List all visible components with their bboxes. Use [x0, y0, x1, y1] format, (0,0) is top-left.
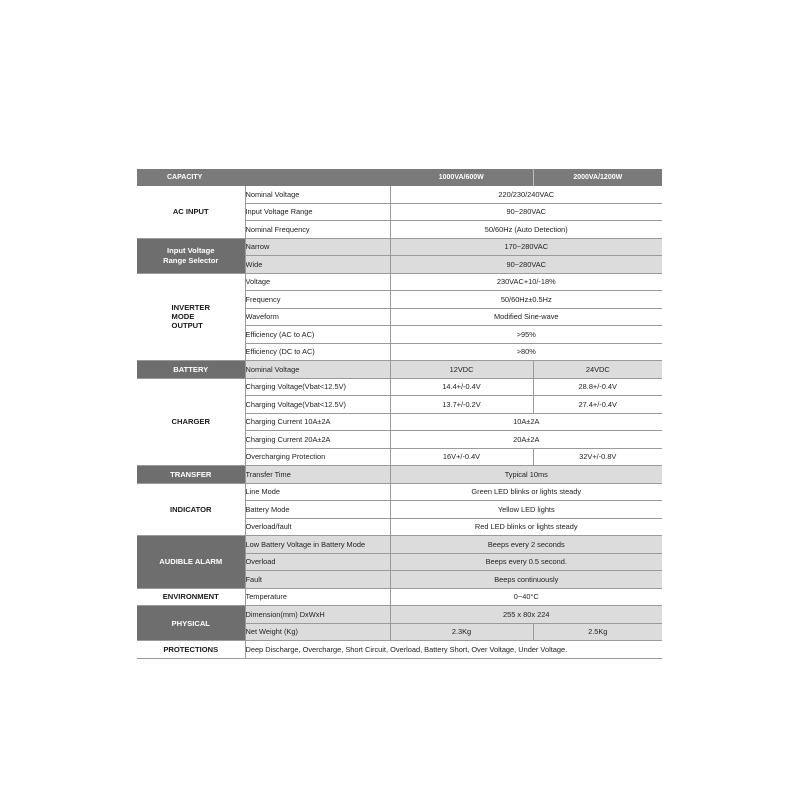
value-cell-a: 2.3Kg	[390, 623, 533, 641]
model-b-header: 2000VA/1200W	[533, 169, 662, 186]
table-row	[137, 536, 662, 554]
param-cell: Transfer Time	[245, 466, 390, 484]
param-cell: Waveform	[245, 308, 390, 326]
capacity-header: CAPACITY	[137, 169, 390, 186]
value-cell: Beeps every 2 seconds	[390, 536, 662, 554]
param-cell: Charging Voltage(Vbat<12.5V)	[245, 378, 390, 396]
spec-table	[137, 169, 662, 659]
value-cell: 50/60Hz±0.5Hz	[390, 291, 662, 309]
section-battery: BATTERY	[137, 361, 245, 379]
param-cell: Charging Voltage(Vbat<12.5V)	[245, 396, 390, 414]
table-row	[137, 361, 662, 379]
param-cell: Battery Mode	[245, 501, 390, 519]
value-cell: 0~40°C	[390, 588, 662, 606]
value-cell: 255 x 80x 224	[390, 606, 662, 624]
param-cell: Net Weight (Kg)	[245, 623, 390, 641]
param-cell: Line Mode	[245, 483, 390, 501]
value-cell-a: 13.7+/-0.2V	[390, 396, 533, 414]
section-audible-alarm: AUDIBLE ALARM	[137, 536, 245, 589]
value-cell: Modified Sine-wave	[390, 308, 662, 326]
value-cell-a: 16V+/-0.4V	[390, 448, 533, 466]
param-cell: Voltage	[245, 273, 390, 291]
table-header-row	[137, 169, 662, 186]
table-row	[137, 466, 662, 484]
param-cell: Efficiency (AC to AC)	[245, 326, 390, 344]
value-cell-b: 28.8+/-0.4V	[533, 378, 662, 396]
section-inverter-output	[137, 273, 245, 361]
param-cell: Frequency	[245, 291, 390, 309]
table-row	[137, 588, 662, 606]
value-cell: 10A±2A	[390, 413, 662, 431]
value-cell: Typical 10ms	[390, 466, 662, 484]
value-cell: Yellow LED lights	[390, 501, 662, 519]
inverter-label-line1: INVERTER	[171, 303, 210, 313]
section-transfer: TRANSFER	[137, 466, 245, 484]
param-cell: Efficiency (DC to AC)	[245, 343, 390, 361]
value-cell: 90~280VAC	[390, 256, 662, 274]
param-cell: Dimension(mm) DxWxH	[245, 606, 390, 624]
value-cell-b: 27.4+/-0.4V	[533, 396, 662, 414]
param-cell: Wide	[245, 256, 390, 274]
value-cell: 90~280VAC	[390, 203, 662, 221]
value-cell-b: 32V+/-0.8V	[533, 448, 662, 466]
protections-text: Deep Discharge, Overcharge, Short Circuit, Overload, Battery Short, Over Voltage, Under Voltage.	[245, 641, 662, 659]
section-ac-input: AC INPUT	[137, 186, 245, 238]
param-cell: Overload	[245, 553, 390, 571]
section-voltage-selector	[137, 238, 245, 273]
param-cell: Overload/fault	[245, 518, 390, 536]
value-cell: >95%	[390, 326, 662, 344]
value-cell-a: 12VDC	[390, 361, 533, 379]
value-cell: 220/230/240VAC	[390, 186, 662, 203]
selector-label-line1: Input Voltage	[166, 246, 215, 256]
param-cell: Input Voltage Range	[245, 203, 390, 221]
value-cell: 170~280VAC	[390, 238, 662, 256]
value-cell: Green LED blinks or lights steady	[390, 483, 662, 501]
param-cell: Charging Current 20A±2A	[245, 431, 390, 449]
section-indicator: INDICATOR	[137, 483, 245, 536]
table-row	[137, 273, 662, 291]
table-row	[137, 378, 662, 396]
value-cell: 230VAC+10/-18%	[390, 273, 662, 291]
value-cell-b: 24VDC	[533, 361, 662, 379]
param-cell: Narrow	[245, 238, 390, 256]
section-environment: ENVIRONMENT	[137, 588, 245, 606]
value-cell-a: 14.4+/-0.4V	[390, 378, 533, 396]
value-cell: >80%	[390, 343, 662, 361]
param-cell: Nominal Voltage	[245, 361, 390, 379]
value-cell: 20A±2A	[390, 431, 662, 449]
table-row	[137, 186, 662, 203]
param-cell: Charging Current 10A±2A	[245, 413, 390, 431]
inverter-label-line2: MODE	[171, 312, 195, 322]
inverter-label-line3: OUTPUT	[171, 321, 203, 331]
value-cell: Red LED blinks or lights steady	[390, 518, 662, 536]
table-row	[137, 238, 662, 256]
table-row	[137, 606, 662, 624]
param-cell: Low Battery Voltage in Battery Mode	[245, 536, 390, 554]
param-cell: Nominal Frequency	[245, 221, 390, 239]
value-cell-b: 2.5Kg	[533, 623, 662, 641]
param-cell: Fault	[245, 571, 390, 589]
param-cell: Temperature	[245, 588, 390, 606]
param-cell: Nominal Voltage	[245, 186, 390, 203]
section-physical: PHYSICAL	[137, 606, 245, 641]
table-row	[137, 483, 662, 501]
model-a-header: 1000VA/600W	[390, 169, 533, 186]
table-row	[137, 641, 662, 659]
param-cell: Overcharging Protection	[245, 448, 390, 466]
section-charger: CHARGER	[137, 378, 245, 466]
value-cell: Beeps continuously	[390, 571, 662, 589]
value-cell: Beeps every 0.5 second.	[390, 553, 662, 571]
section-protections: PROTECTIONS	[137, 641, 245, 659]
selector-label-line2: Range Selector	[163, 255, 219, 265]
value-cell: 50/60Hz (Auto Detection)	[390, 221, 662, 239]
